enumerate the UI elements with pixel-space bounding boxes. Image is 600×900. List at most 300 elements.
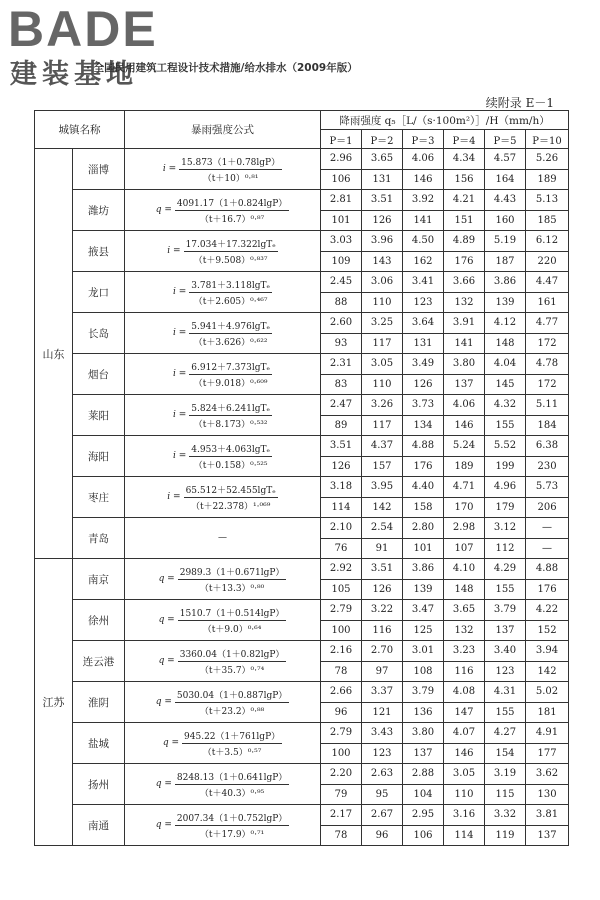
h-value: 176 — [444, 251, 485, 272]
formula-lhs: q = — [155, 779, 172, 789]
h-value: 137 — [403, 743, 444, 764]
q-value: 3.79 — [403, 682, 444, 703]
table-row — [35, 149, 569, 170]
q-value: 2.81 — [321, 190, 362, 211]
h-value: 172 — [526, 333, 569, 354]
table-row — [35, 682, 569, 703]
formula-denominator: （t＋2.605）⁰·⁴⁶⁷ — [193, 296, 268, 307]
h-value: 97 — [362, 661, 403, 682]
q-value: 3.37 — [362, 682, 403, 703]
logo-text: BADE — [8, 1, 158, 57]
table-row — [35, 272, 569, 293]
q-value: 3.51 — [362, 559, 403, 580]
h-value: 104 — [403, 784, 444, 805]
formula-numerator: 1510.7（1＋0.514lgP） — [178, 606, 287, 621]
h-value: 115 — [485, 784, 526, 805]
formula-cell — [125, 313, 321, 354]
q-value: 3.12 — [485, 518, 526, 539]
p-header-3: P＝4 — [444, 130, 485, 149]
q-value: 5.13 — [526, 190, 569, 211]
h-value: 123 — [403, 292, 444, 313]
q-value: 3.94 — [526, 641, 569, 662]
h-value: 110 — [362, 292, 403, 313]
q-value: 5.02 — [526, 682, 569, 703]
h-value: 83 — [321, 374, 362, 395]
q-value: 3.80 — [403, 723, 444, 744]
formula-lhs: i = — [173, 328, 187, 338]
city-name: 南通 — [73, 805, 125, 846]
h-value: 78 — [321, 661, 362, 682]
h-value: 148 — [444, 579, 485, 600]
q-value: 3.65 — [362, 149, 403, 170]
h-value: 131 — [362, 169, 403, 190]
q-value: 4.08 — [444, 682, 485, 703]
formula-numerator: 2989.3（1＋0.671lgP） — [178, 565, 287, 580]
formula-numerator: 3360.04（1＋0.82lgP） — [178, 647, 287, 662]
q-value: 2.66 — [321, 682, 362, 703]
q-value: 4.27 — [485, 723, 526, 744]
q-value: 3.66 — [444, 272, 485, 293]
city-name: 海阳 — [73, 436, 125, 477]
h-value: 141 — [444, 333, 485, 354]
q-value: 4.22 — [526, 600, 569, 621]
city-name: 长岛 — [73, 313, 125, 354]
q-value: 3.92 — [403, 190, 444, 211]
h-value: 155 — [485, 415, 526, 436]
q-value: 4.77 — [526, 313, 569, 334]
h-value: 151 — [444, 210, 485, 231]
formula-cell — [125, 682, 321, 723]
q-value: 2.70 — [362, 641, 403, 662]
h-value: 185 — [526, 210, 569, 231]
formula-numerator: 5.941＋4.976lgTₑ — [189, 319, 272, 334]
h-value: 176 — [403, 456, 444, 477]
q-value: 3.73 — [403, 395, 444, 416]
h-value: 114 — [321, 497, 362, 518]
h-value: 142 — [362, 497, 403, 518]
formula-lhs: q = — [155, 820, 172, 830]
q-value: 4.31 — [485, 682, 526, 703]
header-city: 城镇名称 — [35, 111, 125, 149]
q-value: 4.47 — [526, 272, 569, 293]
formula-denominator: （t＋16.7）⁰·⁸⁷ — [199, 214, 265, 225]
p-header-2: P＝3 — [403, 130, 444, 149]
h-value: 206 — [526, 497, 569, 518]
q-value: 3.80 — [444, 354, 485, 375]
q-value: 3.32 — [485, 805, 526, 826]
h-value: 88 — [321, 292, 362, 313]
h-value: 137 — [444, 374, 485, 395]
formula-numerator: 5.824＋6.241lgTₑ — [189, 401, 272, 416]
formula-lhs: i = — [167, 492, 181, 502]
q-value: 3.19 — [485, 764, 526, 785]
q-value: 3.65 — [444, 600, 485, 621]
h-value: 126 — [403, 374, 444, 395]
h-value: 164 — [485, 169, 526, 190]
q-value: 3.86 — [403, 559, 444, 580]
h-value: 76 — [321, 538, 362, 559]
q-value: 4.06 — [403, 149, 444, 170]
header-formula: 暴雨强度公式 — [125, 111, 321, 149]
q-value: 2.88 — [403, 764, 444, 785]
q-value: 6.38 — [526, 436, 569, 457]
h-value: 136 — [403, 702, 444, 723]
h-value: 145 — [485, 374, 526, 395]
h-value: 156 — [444, 169, 485, 190]
h-value: 134 — [403, 415, 444, 436]
q-value: 2.79 — [321, 600, 362, 621]
table-row — [35, 805, 569, 826]
province-name: 山东 — [35, 149, 73, 559]
city-name: 扬州 — [73, 764, 125, 805]
city-name: 枣庄 — [73, 477, 125, 518]
formula-lhs: i = — [173, 287, 187, 297]
formula-numerator: 3.781＋3.118lgTₑ — [189, 278, 272, 293]
table-row — [35, 723, 569, 744]
book-title: · 全国民用建筑工程设计技术措施/给水排水（2009年版） — [86, 62, 358, 74]
formula-cell — [125, 272, 321, 313]
q-value: 2.47 — [321, 395, 362, 416]
h-value: 155 — [485, 702, 526, 723]
formula-denominator: （t＋10）⁰·⁸¹ — [202, 173, 259, 184]
h-value: 119 — [485, 825, 526, 846]
formula-lhs: i = — [167, 246, 181, 256]
h-value: 117 — [362, 415, 403, 436]
formula-denominator: （t＋3.626）⁰·⁶²² — [193, 337, 268, 348]
h-value: 106 — [321, 169, 362, 190]
q-value: 4.40 — [403, 477, 444, 498]
p-header-5: P＝10 — [526, 130, 569, 149]
h-value: 117 — [362, 333, 403, 354]
q-value: 3.95 — [362, 477, 403, 498]
h-value: 184 — [526, 415, 569, 436]
formula-lhs: q = — [158, 574, 175, 584]
formula-lhs: q = — [158, 656, 175, 666]
h-value: 79 — [321, 784, 362, 805]
formula-numerator: 17.034＋17.322lgTₑ — [184, 237, 278, 252]
q-value: 5.52 — [485, 436, 526, 457]
q-value: 2.80 — [403, 518, 444, 539]
q-value: 4.21 — [444, 190, 485, 211]
q-value: 4.10 — [444, 559, 485, 580]
q-value: 3.81 — [526, 805, 569, 826]
formula-cell — [125, 395, 321, 436]
q-value: 4.91 — [526, 723, 569, 744]
formula-cell — [125, 354, 321, 395]
q-value: 5.24 — [444, 436, 485, 457]
p-header-1: P＝2 — [362, 130, 403, 149]
q-value: 3.47 — [403, 600, 444, 621]
q-value: 2.96 — [321, 149, 362, 170]
q-value: 3.49 — [403, 354, 444, 375]
q-value: 3.79 — [485, 600, 526, 621]
q-value: 3.41 — [403, 272, 444, 293]
formula-denominator: （t＋17.9）⁰·⁷¹ — [199, 829, 265, 840]
h-value: 139 — [485, 292, 526, 313]
h-value: 181 — [526, 702, 569, 723]
formula-lhs: i = — [173, 369, 187, 379]
h-value: 121 — [362, 702, 403, 723]
h-value: 130 — [526, 784, 569, 805]
q-value: 3.05 — [444, 764, 485, 785]
q-value: 2.54 — [362, 518, 403, 539]
h-value: 110 — [362, 374, 403, 395]
formula-cell — [125, 190, 321, 231]
q-value: 4.57 — [485, 149, 526, 170]
h-value: 162 — [403, 251, 444, 272]
h-value: 154 — [485, 743, 526, 764]
formula-lhs: i = — [173, 451, 187, 461]
q-value: 3.06 — [362, 272, 403, 293]
table-row — [35, 477, 569, 498]
formula-denominator: （t＋23.2）⁰·⁸⁸ — [199, 706, 265, 717]
q-value: 3.40 — [485, 641, 526, 662]
h-value: 137 — [526, 825, 569, 846]
q-value: 3.96 — [362, 231, 403, 252]
q-value: 2.79 — [321, 723, 362, 744]
h-value: 155 — [485, 579, 526, 600]
h-value: 107 — [444, 538, 485, 559]
formula-cell — [125, 149, 321, 190]
rainfall-intensity-table — [34, 110, 569, 846]
city-name: 烟台 — [73, 354, 125, 395]
h-value: 177 — [526, 743, 569, 764]
h-value: 147 — [444, 702, 485, 723]
h-value: 161 — [526, 292, 569, 313]
formula-cell — [125, 518, 321, 559]
q-value: 3.26 — [362, 395, 403, 416]
h-value: — — [526, 538, 569, 559]
q-value: 4.43 — [485, 190, 526, 211]
table-row — [35, 313, 569, 334]
formula-denominator: （t＋9.508）⁰·⁸³⁷ — [193, 255, 268, 266]
q-value: 4.12 — [485, 313, 526, 334]
p-header-0: P＝1 — [321, 130, 362, 149]
h-value: 160 — [485, 210, 526, 231]
h-value: 152 — [526, 620, 569, 641]
q-value: 2.31 — [321, 354, 362, 375]
formula-cell — [125, 231, 321, 272]
q-value: 6.12 — [526, 231, 569, 252]
formula-numerator: 5030.04（1＋0.887lgP） — [175, 688, 289, 703]
q-value: 2.45 — [321, 272, 362, 293]
q-value: 5.11 — [526, 395, 569, 416]
table-row — [35, 764, 569, 785]
table-row — [35, 641, 569, 662]
formula-lhs: q = — [162, 738, 180, 748]
table-row — [35, 395, 569, 416]
q-value: 4.29 — [485, 559, 526, 580]
h-value: 123 — [485, 661, 526, 682]
table-row — [35, 231, 569, 252]
q-value: 4.32 — [485, 395, 526, 416]
h-value: 143 — [362, 251, 403, 272]
h-value: 179 — [485, 497, 526, 518]
h-value: 220 — [526, 251, 569, 272]
h-value: 146 — [444, 415, 485, 436]
h-value: 172 — [526, 374, 569, 395]
h-value: 132 — [444, 620, 485, 641]
formula-cell — [125, 764, 321, 805]
h-value: 95 — [362, 784, 403, 805]
q-value: 3.64 — [403, 313, 444, 334]
h-value: 126 — [321, 456, 362, 477]
city-name: 掖县 — [73, 231, 125, 272]
h-value: 93 — [321, 333, 362, 354]
q-value: 4.96 — [485, 477, 526, 498]
formula-cell — [125, 600, 321, 641]
q-value: 2.63 — [362, 764, 403, 785]
h-value: 126 — [362, 579, 403, 600]
formula-cell — [125, 559, 321, 600]
q-value: 5.73 — [526, 477, 569, 498]
q-value: 3.91 — [444, 313, 485, 334]
h-value: 116 — [362, 620, 403, 641]
logo-chinese: 建装基地 — [10, 59, 138, 90]
formula-numerator: 65.512＋52.455lgTₑ — [184, 483, 278, 498]
h-value: 100 — [321, 620, 362, 641]
table-body — [35, 149, 569, 846]
formula-lhs: q = — [158, 615, 175, 625]
h-value: 131 — [403, 333, 444, 354]
q-value: 3.43 — [362, 723, 403, 744]
h-value: 78 — [321, 825, 362, 846]
city-name: 徐州 — [73, 600, 125, 641]
h-value: 146 — [403, 169, 444, 190]
q-value: 4.50 — [403, 231, 444, 252]
q-value: 3.86 — [485, 272, 526, 293]
q-value: 3.22 — [362, 600, 403, 621]
formula-lhs: i = — [162, 164, 177, 174]
q-value: 4.88 — [403, 436, 444, 457]
q-value: 4.04 — [485, 354, 526, 375]
city-name: 莱阳 — [73, 395, 125, 436]
q-value: 4.71 — [444, 477, 485, 498]
h-value: 187 — [485, 251, 526, 272]
q-value: 3.18 — [321, 477, 362, 498]
q-value: 3.62 — [526, 764, 569, 785]
p-header-4: P＝5 — [485, 130, 526, 149]
formula-cell — [125, 436, 321, 477]
q-value: 5.19 — [485, 231, 526, 252]
table-row — [35, 436, 569, 457]
q-value: 2.67 — [362, 805, 403, 826]
formula-numerator: 4091.17（1＋0.824lgP） — [175, 196, 289, 211]
formula-denominator: （t＋9.0）⁰·⁶⁴ — [202, 624, 262, 635]
table-row — [35, 600, 569, 621]
table-row — [35, 354, 569, 375]
q-value: 2.16 — [321, 641, 362, 662]
formula-none: — — [218, 533, 227, 543]
city-name: 青岛 — [73, 518, 125, 559]
h-value: 101 — [321, 210, 362, 231]
formula-cell — [125, 641, 321, 682]
h-value: 139 — [403, 579, 444, 600]
formula-numerator: 945.22（1＋761lgP） — [182, 729, 282, 744]
formula-cell — [125, 805, 321, 846]
h-value: 101 — [403, 538, 444, 559]
logo — [8, 1, 158, 90]
h-value: 142 — [526, 661, 569, 682]
h-value: 96 — [321, 702, 362, 723]
q-value: 4.06 — [444, 395, 485, 416]
h-value: 105 — [321, 579, 362, 600]
q-value: 4.89 — [444, 231, 485, 252]
formula-denominator: （t＋35.7）⁰·⁷⁴ — [199, 665, 265, 676]
formula-numerator: 4.953＋4.063lgTₑ — [189, 442, 272, 457]
h-value: 112 — [485, 538, 526, 559]
h-value: 91 — [362, 538, 403, 559]
formula-numerator: 6.912＋7.373lgTₑ — [189, 360, 272, 375]
formula-denominator: （t＋3.5）⁰·⁵⁷ — [202, 747, 262, 758]
formula-cell — [125, 723, 321, 764]
formula-denominator: （t＋40.3）⁰·⁹⁵ — [199, 788, 265, 799]
h-value: 189 — [444, 456, 485, 477]
h-value: 137 — [485, 620, 526, 641]
header-intensity: 降雨强度 q₅［L/（s·100m²）］/H（mm/h） — [321, 111, 569, 130]
q-value: 2.92 — [321, 559, 362, 580]
formula-denominator: （t＋22.378）¹·⁰⁶⁹ — [190, 501, 271, 512]
h-value: 109 — [321, 251, 362, 272]
h-value: 170 — [444, 497, 485, 518]
q-value: 3.05 — [362, 354, 403, 375]
q-value: 2.20 — [321, 764, 362, 785]
table-row — [35, 190, 569, 211]
formula-numerator: 8248.13（1＋0.641lgP） — [175, 770, 289, 785]
q-value: 4.07 — [444, 723, 485, 744]
q-value: 4.37 — [362, 436, 403, 457]
table-row — [35, 518, 569, 539]
h-value: 176 — [526, 579, 569, 600]
h-value: 189 — [526, 169, 569, 190]
h-value: 148 — [485, 333, 526, 354]
q-value: 3.25 — [362, 313, 403, 334]
formula-denominator: （t＋13.3）⁰·⁸⁰ — [199, 583, 265, 594]
q-value: 4.78 — [526, 354, 569, 375]
h-value: 116 — [444, 661, 485, 682]
city-name: 连云港 — [73, 641, 125, 682]
appendix-label: 续附录 E－1 — [485, 96, 554, 110]
q-value: 3.51 — [321, 436, 362, 457]
q-value: 3.23 — [444, 641, 485, 662]
h-value: 199 — [485, 456, 526, 477]
formula-numerator: 15.873（1＋0.78lgP） — [179, 155, 282, 170]
city-name: 淮阴 — [73, 682, 125, 723]
city-name: 盐城 — [73, 723, 125, 764]
city-name: 南京 — [73, 559, 125, 600]
h-value: 89 — [321, 415, 362, 436]
formula-lhs: i = — [173, 410, 187, 420]
h-value: 132 — [444, 292, 485, 313]
q-value: 2.60 — [321, 313, 362, 334]
city-name: 龙口 — [73, 272, 125, 313]
formula-denominator: （t＋0.158）⁰·⁵²⁵ — [193, 460, 268, 471]
q-value: 2.10 — [321, 518, 362, 539]
q-value: 2.17 — [321, 805, 362, 826]
h-value: 110 — [444, 784, 485, 805]
q-value: 3.16 — [444, 805, 485, 826]
h-value: 230 — [526, 456, 569, 477]
h-value: 106 — [403, 825, 444, 846]
h-value: 126 — [362, 210, 403, 231]
h-value: 146 — [444, 743, 485, 764]
q-value: 2.95 — [403, 805, 444, 826]
h-value: 108 — [403, 661, 444, 682]
province-name: 江苏 — [35, 559, 73, 846]
q-value: 3.03 — [321, 231, 362, 252]
table-row — [35, 559, 569, 580]
h-value: 141 — [403, 210, 444, 231]
